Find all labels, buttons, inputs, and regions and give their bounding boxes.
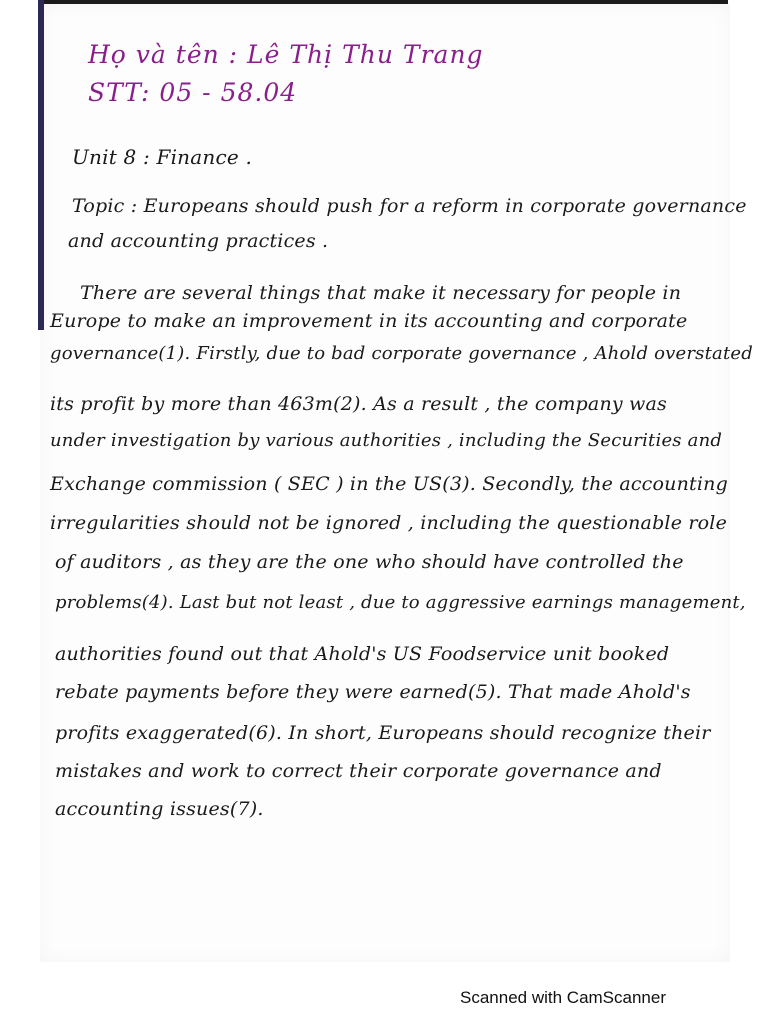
body-line: irregularities should not be ignored , including the questionable role <box>50 512 728 534</box>
body-line: its profit by more than 463m(2). As a result , the company was <box>50 393 667 415</box>
body-line: governance(1). Firstly, due to bad corporate governance , Ahold overstated <box>50 343 753 364</box>
topic-line-2: and accounting practices . <box>68 230 329 252</box>
body-line: There are several things that make it necessary for people in <box>80 282 682 304</box>
student-number: STT: 05 - 58.04 <box>88 78 298 107</box>
body-line: Europe to make an improvement in its accounting and corporate <box>50 310 688 332</box>
body-line: profits exaggerated(6). In short, Europeans should recognize their <box>55 722 711 744</box>
body-line: under investigation by various authorities , including the Securities and <box>50 430 723 451</box>
body-line: rebate payments before they were earned(5). That made Ahold's <box>55 681 691 703</box>
unit-title: Unit 8 : Finance . <box>72 145 253 169</box>
scanner-left-border <box>38 0 44 330</box>
body-line: mistakes and work to correct their corporate governance and <box>55 760 662 782</box>
topic-line-1: Topic : Europeans should push for a reform in corporate governance <box>72 195 747 217</box>
body-line: accounting issues(7). <box>55 798 264 820</box>
body-line: authorities found out that Ahold's US Foodservice unit booked <box>55 643 670 665</box>
body-line: problems(4). Last but not least , due to aggressive earnings management, <box>55 592 746 613</box>
body-line: Exchange commission ( SEC ) in the US(3). Secondly, the accounting <box>50 473 728 495</box>
scanner-watermark: Scanned with CamScanner <box>460 988 667 1007</box>
body-line: of auditors , as they are the one who should have controlled the <box>55 551 684 573</box>
student-name: Họ và tên : Lê Thị Thu Trang <box>88 40 484 69</box>
